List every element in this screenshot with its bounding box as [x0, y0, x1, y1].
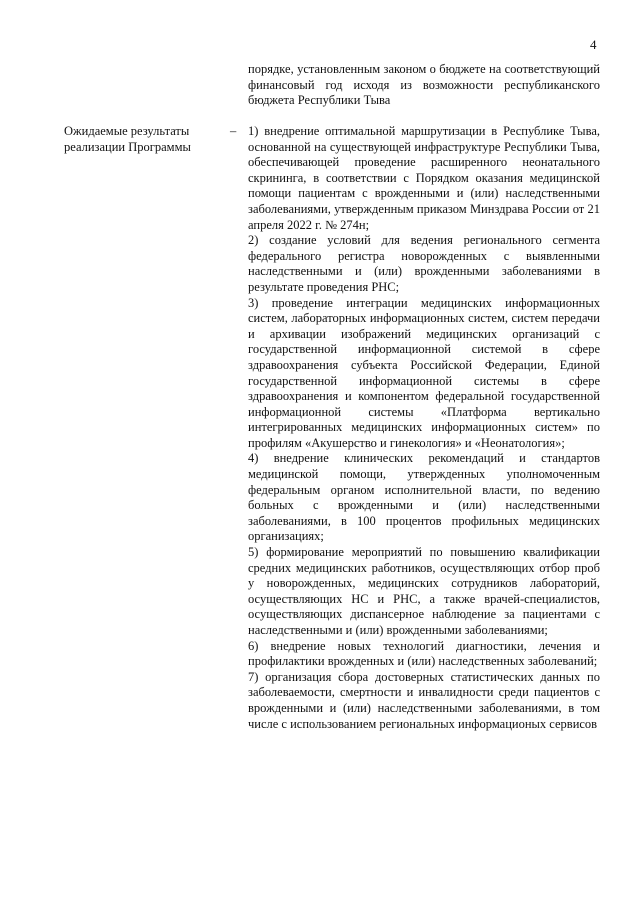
- page-number: 4: [590, 37, 597, 52]
- result-item-5: 5) формирование мероприятий по повышению квалификации средних медицинских работников, осуществляющих отбор проб у новорожденных, медицинских сотрудников лабораторий, осуществляющих НС и РНС, а также врачей-специалистов, осуществляющих диспансерное наблюдение за пациентами с наследственными и (или) врожденными заболеваниями;: [248, 545, 600, 637]
- row-label-line-2: реализации Программы: [64, 139, 191, 154]
- result-item-6: 6) внедрение новых технологий диагностики, лечения и профилактики врожденных и (или) наследственных заболеваний;: [248, 638, 600, 669]
- result-item-4: 4) внедрение клинических рекомендаций и стандартов медицинской помощи, утвержденных уполномоченным федеральным органом исполнительной власти, по ведению больных с врожденными и (или) наследственными заболеваниями, в 100 процентов профильных медицинских организациях;: [248, 451, 600, 544]
- row-content: [248, 124, 600, 732]
- row-label: [64, 124, 214, 155]
- result-item-7: 7) организация сбора достоверных статистических данных по заболеваемости, смертности и инвалидности среди пациентов с врожденными и (или) наследственными заболеваниями, в том числе с использованием региональных информационых сервисов: [248, 669, 600, 731]
- row-label-line-1: Ожидаемые результаты: [64, 124, 190, 138]
- result-item-2: 2) создание условий для ведения регионального сегмента федерального регистра новорожденных с выявленными наследственными и (или) врожденными заболеваниями в результате проведения РНС;: [248, 233, 600, 294]
- continuation-text: порядке, установленным законом о бюджете на соответствующий финансовый год исходя из возможности республиканского бюджета Республики Тыва: [248, 62, 600, 108]
- row-dash: –: [230, 124, 237, 138]
- result-item-3: 3) проведение интеграции медицинских информационных систем, лабораторных информационных систем, систем передачи и архивации изображений медицинских организаций с государственной информационной системой в сфере здравоохранения субъекта Российской Федерации, Единой государственной информационной системы в сфере здравоохранения и компонентом федеральной государственной информационной системы «Платформа вертикально интегрированных медицинских информационных систем» по профилям «Акушерство и гинекология» и «Неонатология»;: [248, 295, 600, 450]
- result-item-1: 1) внедрение оптимальной маршрутизации в Республике Тыва, основанной на существующей инфраструктуре Республики Тыва, обеспечивающей проведение расширенного неонатального скрининга, в соответствии с Порядком оказания медицинской помощи пациентам с врожденными и (или) наследственными заболеваниями, утвержденным приказом Минздрава России от 21 апреля 2022 г. № 274н;: [248, 124, 600, 232]
